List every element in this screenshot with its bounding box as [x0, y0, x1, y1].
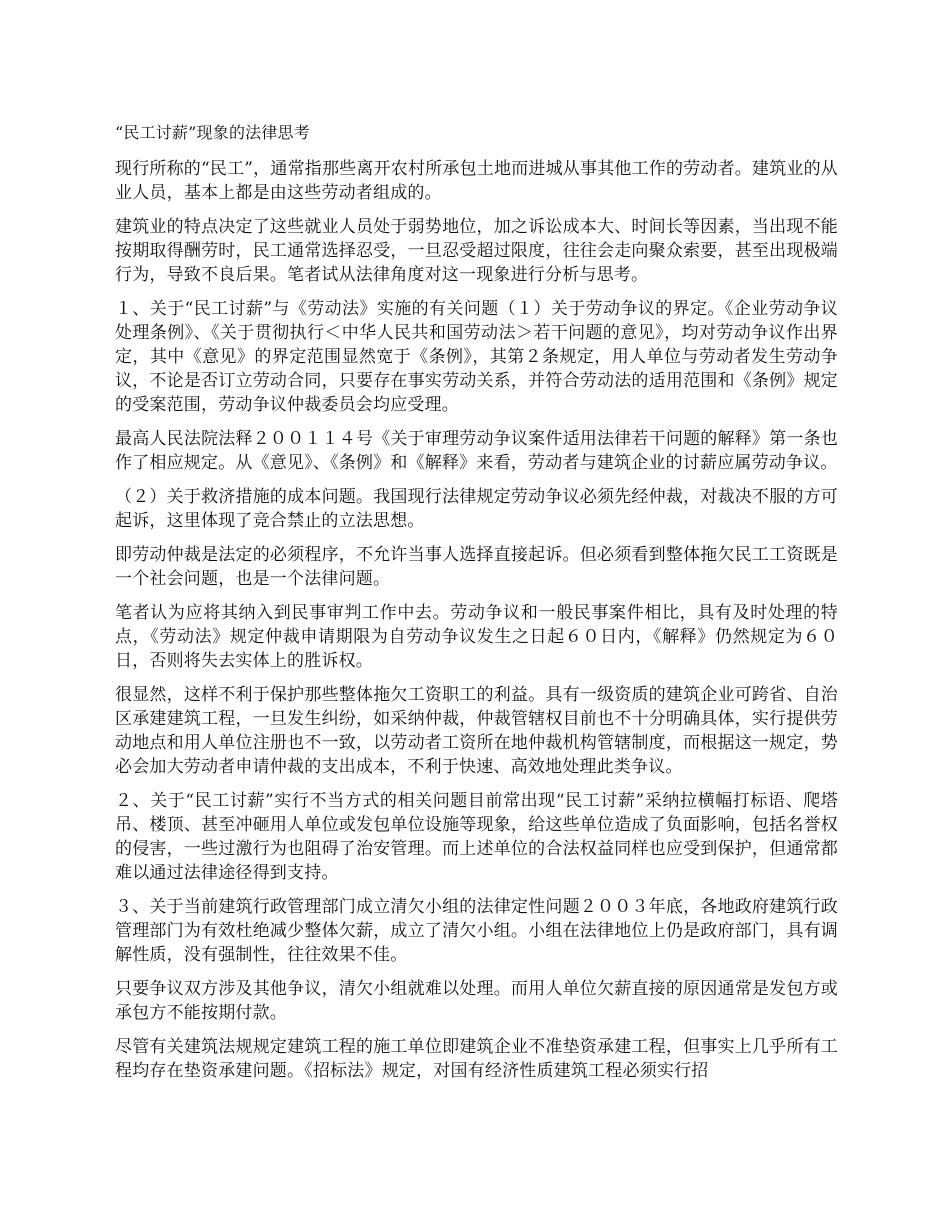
- paragraph-7: 笔者认为应将其纳入到民事审判工作中去。劳动争议和一般民事案件相比，具有及时处理的特点，《劳动法》规定仲裁申请期限为自劳动争议发生之日起６０日内，《解释》仍然规定为６０日，否则将失去实体上的胜诉权。: [115, 603, 838, 671]
- paragraph-8: 很显然，这样不利于保护那些整体拖欠工资职工的利益。具有一级资质的建筑企业可跨省、自治区承建建筑工程，一旦发生纠纷，如采纳仲裁，仲裁管辖权目前也不十分明确具体，实行提供劳动地点和用人单位注册也不一致，以劳动者工资所在地仲裁机构管辖制度，而根据这一规定，势必会加大劳动者申请仲裁的支出成本，不利于快速、高效地处理此类争议。: [115, 685, 838, 777]
- paragraph-4: 最高人民法院法释２００１１４号《关于审理劳动争议案件适用法律若干问题的解释》第一条也作了相应规定。从《意见》、《条例》和《解释》来看，劳动者与建筑企业的讨薪应属劳动争议。: [115, 429, 838, 473]
- paragraph-3: １、关于“民工讨薪”与《劳动法》实施的有关问题（１）关于劳动争议的界定。《企业劳动争议处理条例》、《关于贯彻执行＜中华人民共和国劳动法＞若干问题的意见》，均对劳动争议作出界定，其中《意见》的界定范围显然宽于《条例》，其第２条规定，用人单位与劳动者发生劳动争议，不论是否订立劳动合同，只要存在事实劳动关系，并符合劳动法的适用范围和《条例》规定的受案范围，劳动争议仲裁委员会均应受理。: [115, 299, 838, 415]
- document-title: “民工讨薪”现象的法律思考: [115, 123, 310, 142]
- paragraph-11: 只要争议双方涉及其他争议，清欠小组就难以处理。而用人单位欠薪直接的原因通常是发包方或承包方不能按期付款。: [115, 979, 838, 1023]
- document-page: [115, 121, 838, 1093]
- paragraph-1: 现行所称的“民工”，通常指那些离开农村所承包土地而进城从事其他工作的劳动者。建筑业的从业人员，基本上都是由这些劳动者组成的。: [115, 159, 838, 203]
- paragraph-5: （２）关于救济措施的成本问题。我国现行法律规定劳动争议必须先经仲裁，对裁决不服的方可起诉，这里体现了竞合禁止的立法思想。: [115, 487, 838, 531]
- paragraph-9: ２、关于“民工讨薪”实行不当方式的相关问题目前常出现“民工讨薪”采纳拉横幅打标语、爬塔吊、楼顶、甚至冲砸用人单位或发包单位设施等现象，给这些单位造成了负面影响，包括名誉权的侵害，一些过激行为也阻碍了治安管理。而上述单位的合法权益同样也应受到保护，但通常都难以通过法律途径得到支持。: [115, 791, 838, 883]
- paragraph-2: 建筑业的特点决定了这些就业人员处于弱势地位，加之诉讼成本大、时间长等因素，当出现不能按期取得酬劳时，民工通常选择忍受，一旦忍受超过限度，往往会走向聚众索要，甚至出现极端行为，导致不良后果。笔者试从法律角度对这一现象进行分析与思考。: [115, 217, 838, 285]
- paragraph-6: 即劳动仲裁是法定的必须程序，不允许当事人选择直接起诉。但必须看到整体拖欠民工工资既是一个社会问题，也是一个法律问题。: [115, 545, 838, 589]
- paragraph-12: 尽管有关建筑法规规定建筑工程的施工单位即建筑企业不准垫资承建工程，但事实上几乎所有工程均存在垫资承建问题。《招标法》规定，对国有经济性质建筑工程必须实行招: [115, 1037, 838, 1081]
- paragraph-10: ３、关于当前建筑行政管理部门成立清欠小组的法律定性问题２００３年底，各地政府建筑行政管理部门为有效杜绝减少整体欠薪，成立了清欠小组。小组在法律地位上仍是政府部门，具有调解性质，没有强制性，往往效果不佳。: [115, 897, 838, 965]
